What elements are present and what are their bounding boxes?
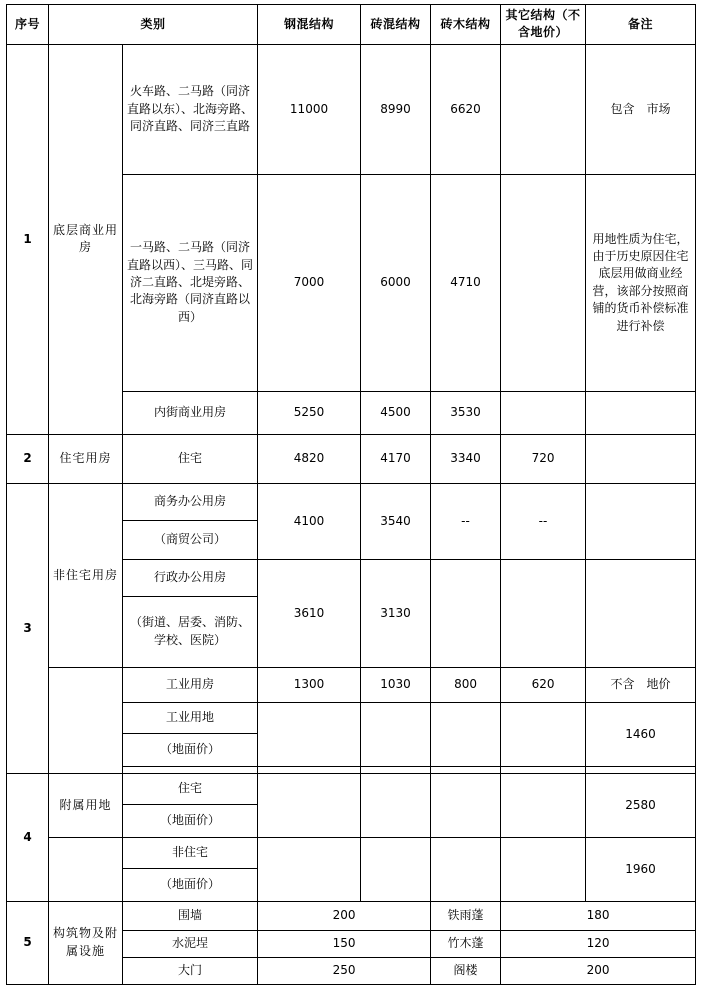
table-header-row — [7, 5, 696, 45]
cell-other — [501, 391, 586, 434]
cell-brick-concrete: 3540 — [361, 483, 431, 559]
cell-brick-wood — [431, 773, 501, 837]
header-concrete: 钢混结构 — [258, 5, 361, 45]
row-index: 3 — [7, 483, 49, 773]
cell-remark: 不含 地价 — [586, 667, 696, 702]
cell-brick-concrete — [361, 702, 431, 766]
row-subcategory: 住宅 — [123, 434, 258, 483]
cell-concrete — [258, 702, 361, 766]
cell-brick-wood: 6620 — [431, 44, 501, 174]
cell-other — [501, 174, 586, 391]
cell-brick-wood: 3530 — [431, 391, 501, 434]
cell-brick-concrete: 4500 — [361, 391, 431, 434]
facility-name-a: 水泥埕 — [123, 930, 258, 957]
spacer-c4 — [501, 766, 586, 773]
cell-concrete — [258, 837, 361, 901]
header-category: 类别 — [49, 5, 258, 45]
cell-concrete — [258, 773, 361, 837]
document-page — [0, 4, 701, 1001]
row-subcategory: 行政办公用房 — [123, 559, 258, 596]
facility-name-a: 大门 — [123, 957, 258, 984]
facility-name-b: 阁楼 — [431, 957, 501, 984]
table-row — [7, 483, 696, 520]
row-category: 底层商业用房 — [49, 44, 123, 434]
cell-concrete: 7000 — [258, 174, 361, 391]
cell-concrete: 11000 — [258, 44, 361, 174]
row-category: 构筑物及附属设施 — [49, 901, 123, 984]
row-subcategory: 内街商业用房 — [123, 391, 258, 434]
facility-name-a: 围墙 — [123, 901, 258, 930]
row-subcategory: 工业用地 — [123, 702, 258, 733]
row-subcategory: 火车路、二马路（同济直路以东）、北海旁路、同济直路、同济三直路 — [123, 44, 258, 174]
facility-name-b: 铁雨蓬 — [431, 901, 501, 930]
cell-other — [501, 702, 586, 766]
row-category-blank — [49, 667, 123, 773]
cell-remark — [586, 483, 696, 559]
header-index: 序号 — [7, 5, 49, 45]
header-remark: 备注 — [586, 5, 696, 45]
cell-concrete: 4100 — [258, 483, 361, 559]
spacer-c3 — [431, 766, 501, 773]
cell-other — [501, 773, 586, 837]
cell-remark: 1460 — [586, 702, 696, 766]
cell-remark: 用地性质为住宅，由于历史原因住宅底层用做商业经营，该部分按照商铺的货币补偿标准进行补偿 — [586, 174, 696, 391]
row-subcategory-note: （街道、居委、消防、学校、医院） — [123, 596, 258, 667]
table-row — [7, 667, 696, 702]
cell-brick-concrete: 1030 — [361, 667, 431, 702]
cell-other: -- — [501, 483, 586, 559]
row-subcategory: 工业用房 — [123, 667, 258, 702]
row-subcategory-note: （地面价） — [123, 733, 258, 766]
cell-brick-concrete — [361, 773, 431, 837]
header-brick-concrete: 砖混结构 — [361, 5, 431, 45]
cell-brick-concrete — [361, 837, 431, 901]
compensation-standards-table — [6, 4, 696, 985]
facility-value-b: 200 — [501, 957, 696, 984]
row-index: 4 — [7, 773, 49, 901]
facility-name-b: 竹木蓬 — [431, 930, 501, 957]
cell-other: 620 — [501, 667, 586, 702]
spacer-remark — [586, 766, 696, 773]
cell-brick-wood: -- — [431, 483, 501, 559]
facility-value-b: 180 — [501, 901, 696, 930]
row-subcategory-note: （商贸公司） — [123, 520, 258, 559]
cell-concrete: 4820 — [258, 434, 361, 483]
row-category-blank — [49, 837, 123, 901]
facility-value-a: 250 — [258, 957, 431, 984]
cell-remark — [586, 559, 696, 667]
row-category: 非住宅用房 — [49, 483, 123, 667]
facility-value-b: 120 — [501, 930, 696, 957]
cell-brick-wood — [431, 702, 501, 766]
row-subcategory: 一马路、二马路（同济直路以西）、三马路、同济二直路、北堤旁路、北海旁路（同济直路以西） — [123, 174, 258, 391]
row-index: 5 — [7, 901, 49, 984]
cell-remark — [586, 391, 696, 434]
cell-remark: 1960 — [586, 837, 696, 901]
header-brick-wood: 砖木结构 — [431, 5, 501, 45]
cell-concrete: 5250 — [258, 391, 361, 434]
table-row — [7, 837, 696, 868]
row-category: 附属用地 — [49, 773, 123, 837]
row-subcategory: 商务办公用房 — [123, 483, 258, 520]
cell-concrete: 1300 — [258, 667, 361, 702]
cell-brick-wood — [431, 559, 501, 667]
row-subcategory-note: （地面价） — [123, 868, 258, 901]
header-other: 其它结构（不含地价） — [501, 5, 586, 45]
row-index: 1 — [7, 44, 49, 434]
cell-brick-concrete: 6000 — [361, 174, 431, 391]
row-category: 住宅用房 — [49, 434, 123, 483]
table-row — [7, 773, 696, 804]
spacer-c2 — [361, 766, 431, 773]
cell-remark — [586, 434, 696, 483]
cell-other — [501, 44, 586, 174]
spacer-c1 — [258, 766, 361, 773]
cell-concrete: 3610 — [258, 559, 361, 667]
spacer-sub — [123, 766, 258, 773]
table-row — [7, 434, 696, 483]
row-subcategory-note: （地面价） — [123, 804, 258, 837]
row-index: 2 — [7, 434, 49, 483]
cell-brick-concrete: 3130 — [361, 559, 431, 667]
cell-brick-wood — [431, 837, 501, 901]
facility-value-a: 150 — [258, 930, 431, 957]
cell-brick-concrete: 8990 — [361, 44, 431, 174]
cell-brick-wood: 800 — [431, 667, 501, 702]
table-row — [7, 901, 696, 930]
cell-brick-concrete: 4170 — [361, 434, 431, 483]
cell-brick-wood: 4710 — [431, 174, 501, 391]
row-subcategory: 住宅 — [123, 773, 258, 804]
cell-other — [501, 559, 586, 667]
cell-brick-wood: 3340 — [431, 434, 501, 483]
cell-other — [501, 837, 586, 901]
table-row — [7, 44, 696, 174]
cell-other: 720 — [501, 434, 586, 483]
cell-remark: 2580 — [586, 773, 696, 837]
row-subcategory: 非住宅 — [123, 837, 258, 868]
facility-value-a: 200 — [258, 901, 431, 930]
cell-remark: 包含 市场 — [586, 44, 696, 174]
